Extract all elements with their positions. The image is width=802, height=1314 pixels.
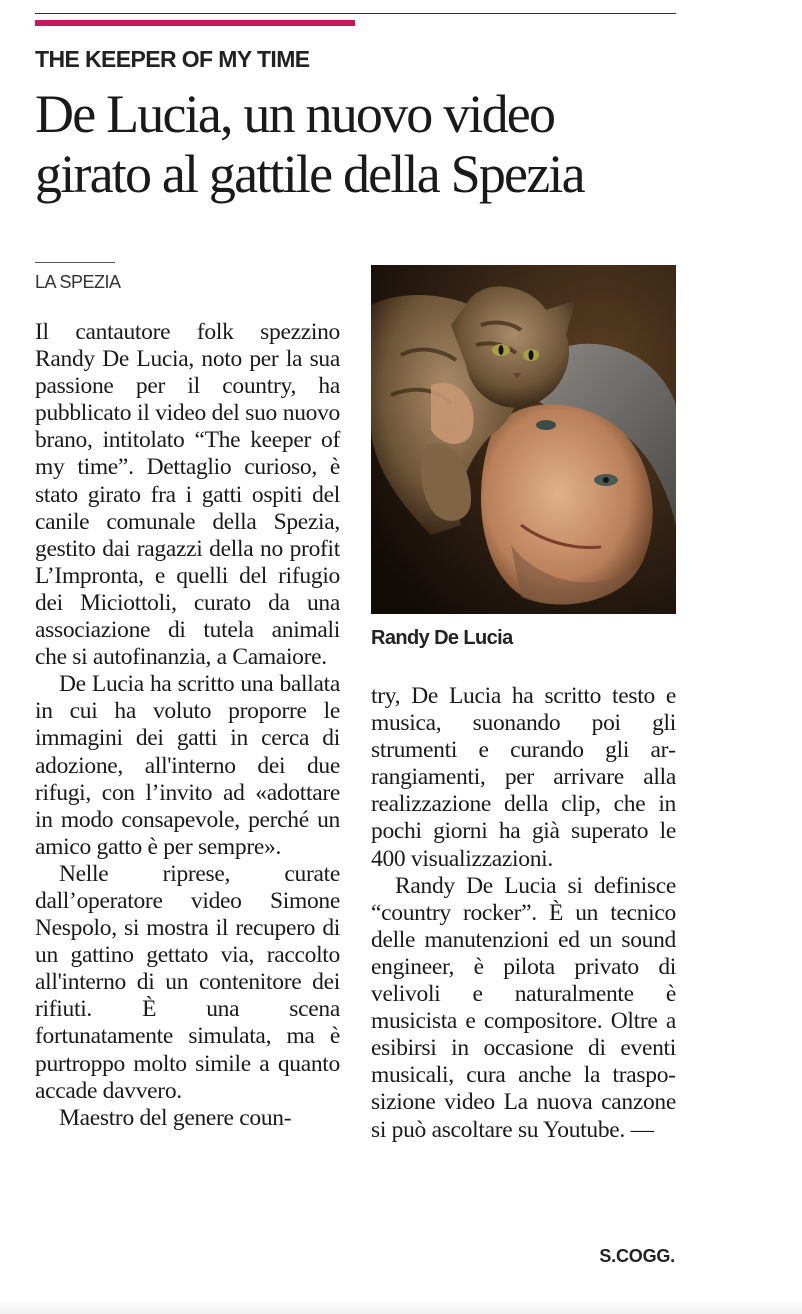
photo-illustration [371, 265, 676, 614]
section-accent-bar [35, 20, 355, 26]
paragraph: Randy De Lucia si definisce “country rocker”. È un tecnico delle manutenzioni ed un sound engineer, è pilota privato di velivoli e naturalmente è musicista e compositore. Oltre a esibirsi in occasione di eventi musicali, cura anche la trasposizione video La nuova canzone si può ascoltare su Youtube. — [371, 872, 676, 1143]
paragraph: Il cantautore folk spezzino Randy De Lucia, noto per la sua passione per il country, ha pubblicato il video del suo nuovo brano, intitolato “The keeper of my time”. Dettaglio curioso, è stato girato fra i gatti ospiti del canile comunale della Spezia, gestito dai ragazzi della no profit L’Impronta, e quelli del rifugio dei Miciottoli, curato da una associazione di tutela animali che si autofinanzia, a Camaiore. [35, 319, 340, 671]
paragraph: De Lucia ha scritto una ballata in cui ha voluto proporre le immagini dei gatti in cerca di adozione, all'interno dei due rifugi, con l’invito ad «adottare in modo consapevole, perché un amico gatto è per sempre». [35, 671, 340, 860]
headline [35, 84, 695, 204]
author-signature: S.COGG. [599, 1246, 675, 1266]
page-fold-shadow [0, 1298, 802, 1314]
paragraph: try, De Lucia ha scritto testo e musica, suonando poi gli strumenti e curando gli arrangiamenti, per arrivare alla realizzazione della clip, che in pochi giorni ha già superato le 400 visualizzazioni. [371, 683, 676, 872]
kicker: THE KEEPER OF MY TIME [35, 46, 310, 72]
headline-line-1: De Lucia, un nuovo video [35, 84, 555, 144]
man-with-cat-photo [371, 265, 676, 614]
paragraph: Nelle riprese, curate dall’operatore video Simone Nespolo, si mostra il recupero di un gattino gettato via, raccolto all'interno di un contenitore dei rifiuti. È una scena fortunatamente simulata, ma è purtroppo molto simile a quanto accade davvero. [35, 860, 340, 1104]
article-column-right [371, 683, 676, 1144]
paragraph: Maestro del genere coun- [59, 1104, 292, 1131]
dateline: LA SPEZIA [35, 272, 121, 292]
article-column-left [35, 319, 340, 1132]
photo-caption: Randy De Lucia [371, 627, 513, 649]
dateline-rule [35, 262, 115, 263]
top-rule [35, 13, 676, 14]
headline-line-2: girato al gattile della Spezia [35, 144, 584, 204]
